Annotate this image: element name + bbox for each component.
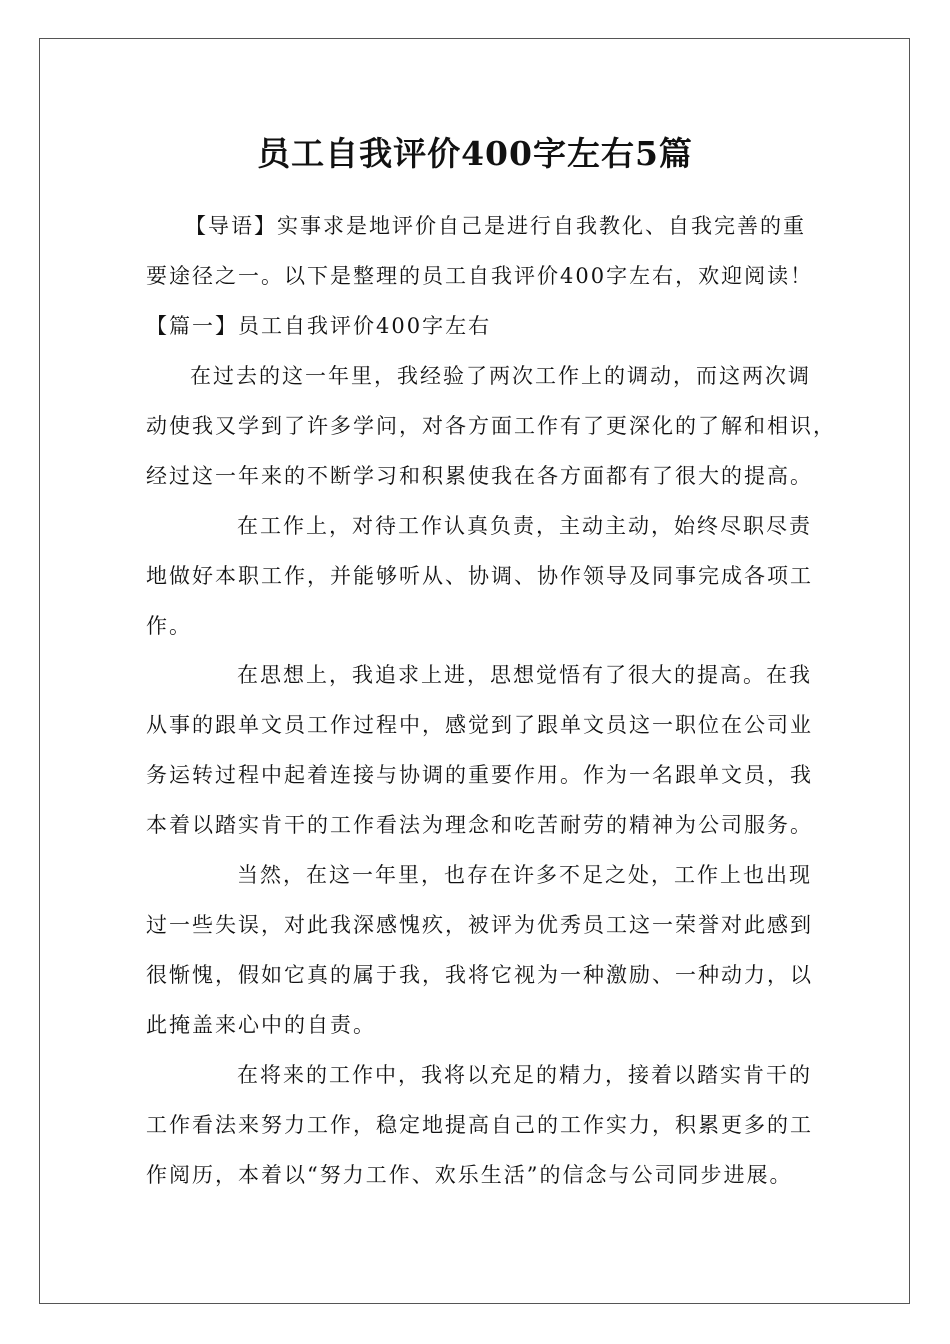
para-3-line-4: 本着以踏实肯干的工作看法为理念和吃苦耐劳的精神为公司服务。 [146, 813, 813, 837]
para-2-line-3: 作。 [146, 614, 192, 638]
intro-line-2: 要途径之一。以下是整理的员工自我评价400字左右，欢迎阅读！ [146, 264, 814, 288]
para-4-line-4: 此掩盖来心中的自责。 [146, 1013, 376, 1037]
para-5-line-2: 工作看法来努力工作，稳定地提高自己的工作实力，积累更多的工 [146, 1113, 813, 1137]
para-1-line-3: 经过这一年来的不断学习和积累使我在各方面都有了很大的提高。 [146, 464, 813, 488]
intro-line-1: 【导语】实事求是地评价自己是进行自我教化、自我完善的重 [185, 214, 806, 238]
para-2-line-2: 地做好本职工作，并能够听从、协调、协作领导及同事完成各项工 [146, 564, 813, 588]
para-4-line-3: 很惭愧，假如它真的属于我，我将它视为一种激励、一种动力，以 [146, 963, 813, 987]
para-1-line-1: 在过去的这一年里，我经验了两次工作上的调动，而这两次调 [190, 364, 811, 388]
para-4-line-1: 当然，在这一年里，也存在许多不足之处，工作上也出现 [237, 863, 812, 887]
para-5-line-3: 作阅历，本着以“努力工作、欢乐生活”的信念与公司同步进展。 [146, 1163, 793, 1187]
para-3-line-2: 从事的跟单文员工作过程中，感觉到了跟单文员这一职位在公司业 [146, 713, 813, 737]
section-heading: 【篇一】员工自我评价400字左右 [146, 314, 492, 338]
para-4-line-2: 过一些失误，对此我深感愧疚，被评为优秀员工这一荣誉对此感到 [146, 913, 813, 937]
para-5-line-1: 在将来的工作中，我将以充足的精力，接着以踏实肯干的 [237, 1063, 812, 1087]
para-3-line-1: 在思想上，我追求上进，思想觉悟有了很大的提高。在我 [237, 663, 812, 687]
para-3-line-3: 务运转过程中起着连接与协调的重要作用。作为一名跟单文员，我 [146, 763, 813, 787]
document-title: 员工自我评价400字左右5篇 [257, 134, 693, 173]
para-1-line-2: 动使我又学到了许多学问，对各方面工作有了更深化的了解和相识， [146, 414, 836, 438]
para-2-line-1: 在工作上，对待工作认真负责，主动主动，始终尽职尽责 [237, 514, 812, 538]
